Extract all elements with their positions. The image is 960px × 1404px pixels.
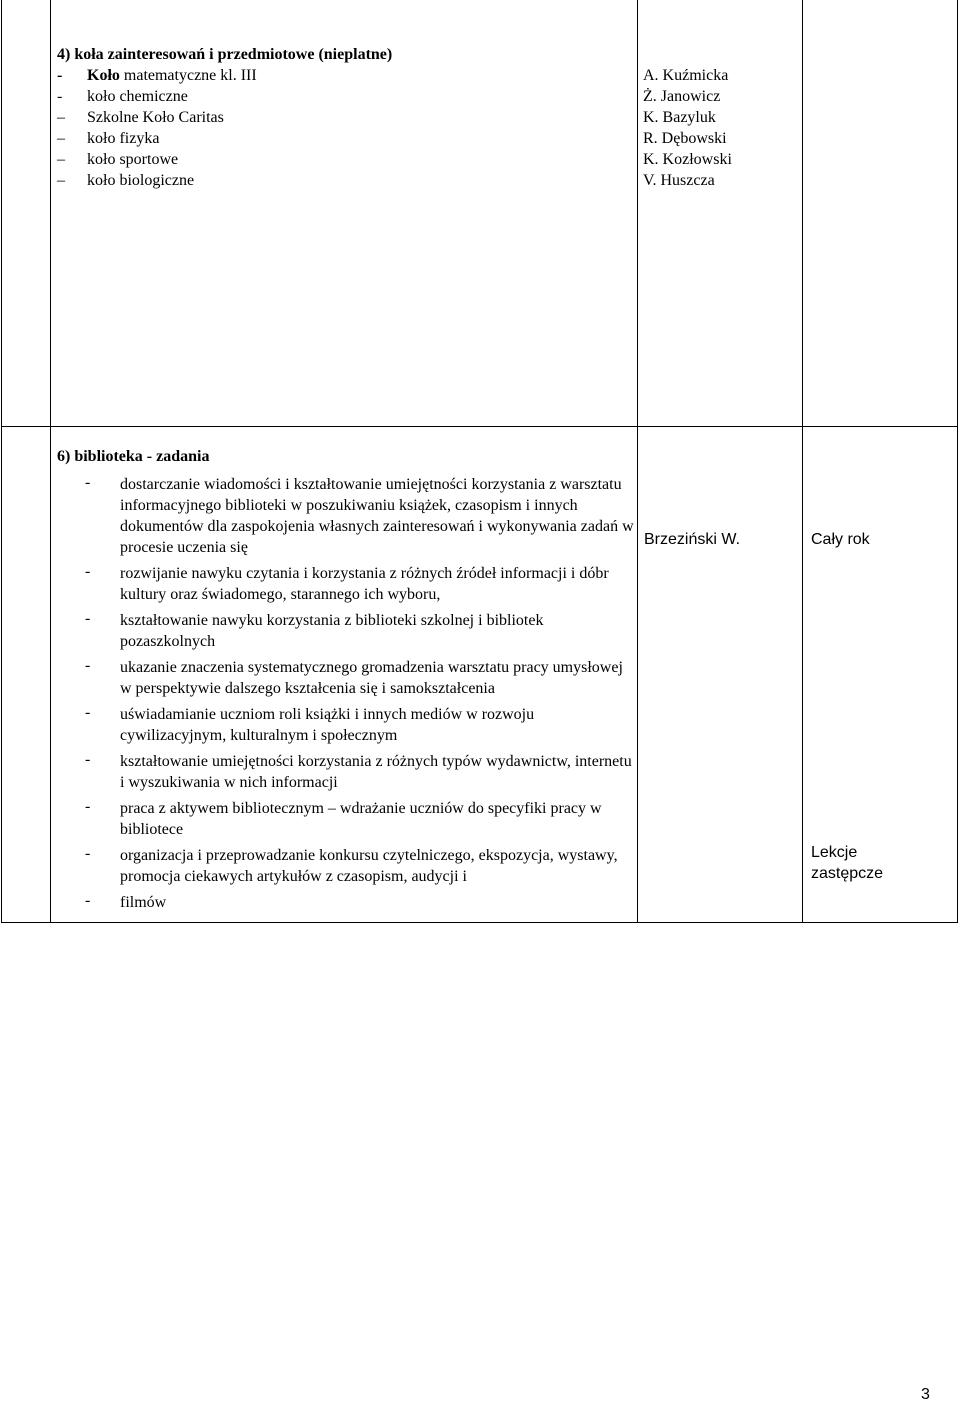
task-item [85, 892, 635, 913]
list-dash: - [85, 845, 91, 862]
list-dash: - [85, 474, 91, 491]
section-4-people [643, 65, 732, 191]
time-frame: Cały rok [811, 531, 870, 548]
section-4-cell [57, 44, 392, 191]
task-item [85, 563, 635, 605]
responsible-person: Brzeziński W. [644, 531, 741, 548]
list-dash: - [57, 88, 63, 105]
table-border-left [1, 0, 2, 923]
task-item [85, 474, 635, 558]
person-name: V. Huszcza [643, 172, 715, 189]
list-dash: - [85, 704, 91, 721]
club-item-label: matematyczne kl. III [119, 67, 257, 84]
club-item [57, 149, 392, 170]
club-item-label: koło fizyka [87, 130, 160, 147]
person-name: Ż. Janowicz [643, 88, 721, 105]
section-4-title: 4) koła zainteresowań i przedmiotowe (nieplatne) [57, 46, 393, 63]
task-text: filmów [120, 894, 167, 911]
list-dash: - [85, 751, 91, 768]
section-6-title: 6) biblioteka - zadania [57, 448, 210, 465]
task-text: organizacja i przeprowadzanie konkursu czytelniczego, ekspozycja, wystawy, promocja ciekawych artykułów z czasopism, audycji i [120, 847, 618, 885]
task-item [85, 751, 635, 793]
table-column-divider-1 [50, 0, 51, 923]
task-text: uświadamianie uczniom roli książki i innych mediów w rozwoju cywilizacyjnym, kulturalnym i społecznym [120, 706, 535, 744]
list-dash: - [85, 657, 91, 674]
task-text: kształtowanie umiejętności korzystania z różnych typów wydawnictw, internetu i wyszukiwania w nich informacji [120, 753, 632, 791]
task-text: rozwijanie nawyku czytania i korzystania z różnych źródeł informacji i dóbr kultury oraz świadomego, starannego ich wyboru, [120, 565, 609, 603]
list-dash: - [85, 563, 91, 580]
task-text: dostarczanie wiadomości i kształtowanie umiejętności korzystania z warsztatu informacyjnego biblioteki w poszukiwaniu książek, czasopism i innych dokumentów dla zaspokojenia własnych zainteresowań i wykonywania zadań w procesie uczenia się [120, 476, 634, 556]
list-dash: - [85, 610, 91, 627]
list-dash: – [57, 109, 65, 126]
list-dash: - [57, 67, 63, 84]
club-item-label: koło chemiczne [87, 88, 188, 105]
table-border-bottom [1, 922, 958, 923]
list-dash: – [57, 172, 65, 189]
table-column-divider-2 [637, 0, 638, 923]
library-task-list [85, 474, 635, 918]
person-name: R. Dębowski [643, 130, 727, 147]
table-border-right [957, 0, 958, 923]
club-item [57, 170, 392, 191]
table-column-divider-3 [802, 0, 803, 923]
task-text: kształtowanie nawyku korzystania z biblioteki szkolnej i bibliotek pozaszkolnych [120, 612, 544, 650]
list-dash: - [85, 798, 91, 815]
club-item-label: Szkolne Koło Caritas [87, 109, 224, 126]
task-item [85, 657, 635, 699]
club-item [57, 86, 392, 107]
task-text: ukazanie znaczenia systematycznego gromadzenia warsztatu pracy umysłowej w perspektywie dalszego kształcenia się i samokształcenia [120, 659, 623, 697]
task-item [85, 704, 635, 746]
person-name: K. Kozłowski [643, 151, 732, 168]
club-item [57, 107, 392, 128]
person-name: A. Kuźmicka [643, 67, 729, 84]
list-dash: - [85, 892, 91, 909]
club-item-label: koło biologiczne [87, 172, 195, 189]
time-frame-note: Lekcje zastępcze [811, 844, 884, 882]
page-number: 3 [921, 1386, 930, 1403]
list-dash: – [57, 130, 65, 147]
club-item [57, 65, 392, 86]
list-dash: – [57, 151, 65, 168]
club-item [57, 128, 392, 149]
task-text: praca z aktywem bibliotecznym – wdrażanie uczniów do specyfiki pracy w bibliotece [120, 800, 602, 838]
club-item-label: koło sportowe [87, 151, 179, 168]
task-item [85, 610, 635, 652]
club-item-bold: Koło [87, 67, 120, 84]
person-name: K. Bazyluk [643, 109, 716, 126]
table-row-divider [1, 426, 958, 427]
task-item [85, 798, 635, 840]
task-item [85, 845, 635, 887]
